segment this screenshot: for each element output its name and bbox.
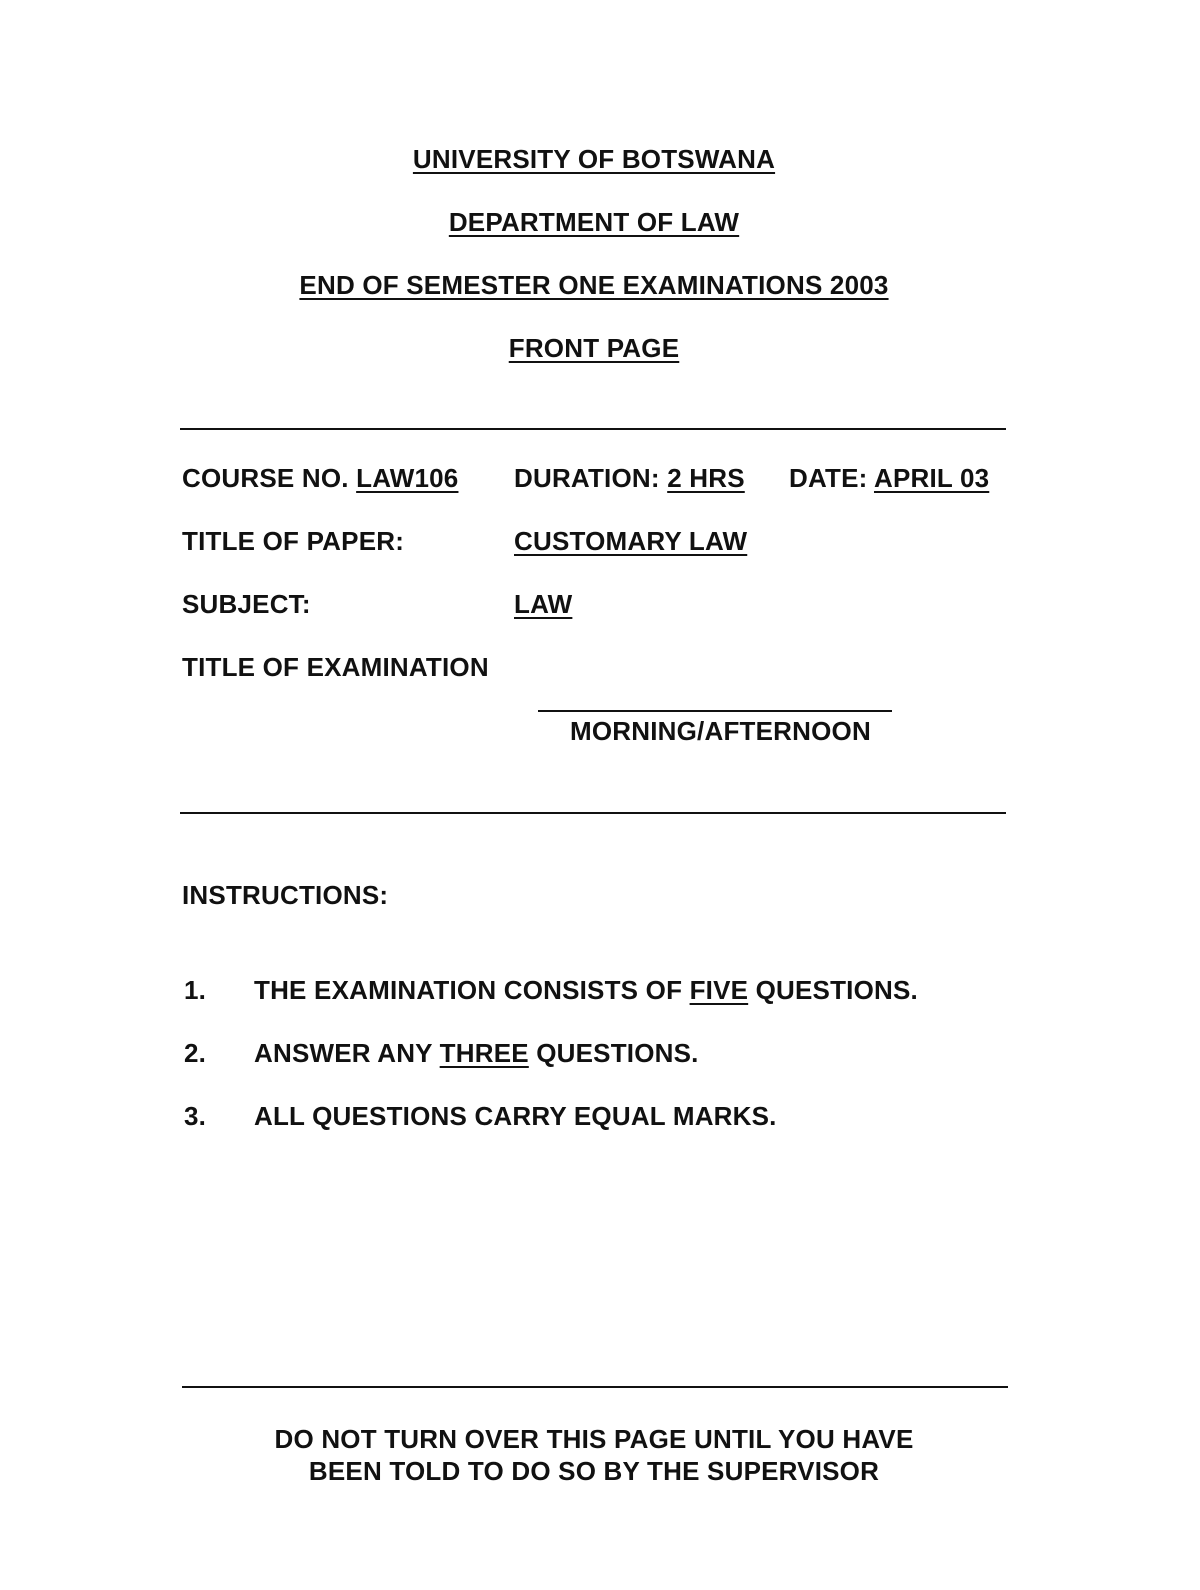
divider-bottom: [182, 1386, 1008, 1388]
instruction-number: 3.: [184, 1101, 207, 1131]
divider-top: [180, 428, 1006, 430]
subject-value: LAW: [514, 589, 573, 619]
warning-line-2: BEEN TOLD TO DO SO BY THE SUPERVISOR: [308, 1456, 880, 1486]
instruction-number: 2.: [184, 1038, 207, 1068]
instruction-text: ALL QUESTIONS CARRY EQUAL MARKS.: [254, 1101, 777, 1131]
paper-title-value: CUSTOMARY LAW: [514, 526, 748, 556]
instruction-text-end: QUESTIONS.: [748, 975, 918, 1005]
instruction-text-end: QUESTIONS.: [528, 1038, 699, 1068]
instruction-text: THE EXAMINATION CONSISTS OF: [254, 975, 690, 1005]
university-name: UNIVERSITY OF BOTSWANA: [412, 144, 776, 174]
instruction-item: [254, 1038, 699, 1068]
examination-title-label: TITLE OF EXAMINATION: [182, 652, 489, 682]
warning-line-1: DO NOT TURN OVER THIS PAGE UNTIL YOU HAVE: [274, 1424, 914, 1454]
instruction-emphasis: THREE: [439, 1038, 529, 1068]
instructions-heading: INSTRUCTIONS:: [182, 880, 389, 910]
duration-label: DURATION:: [514, 463, 660, 493]
page-label: FRONT PAGE: [508, 333, 680, 363]
examination-title-blank: [538, 710, 892, 712]
exam-title: END OF SEMESTER ONE EXAMINATIONS 2003: [299, 270, 889, 300]
instruction-emphasis: FIVE: [689, 975, 749, 1005]
divider-middle: [180, 812, 1006, 814]
duration-row: [514, 463, 745, 493]
paper-title-label: TITLE OF PAPER:: [182, 526, 405, 556]
date-label: DATE:: [789, 463, 868, 493]
instruction-number: 1.: [184, 975, 207, 1005]
session-label: MORNING/AFTERNOON: [570, 716, 871, 746]
department-name: DEPARTMENT OF LAW: [448, 207, 740, 237]
course-label: COURSE NO.: [182, 463, 349, 493]
instruction-item: [254, 975, 918, 1005]
course-number-row: [182, 463, 458, 493]
course-value: LAW106: [356, 463, 459, 493]
date-row: [789, 463, 989, 493]
duration-value: 2 HRS: [667, 463, 745, 493]
instruction-item: [254, 1101, 777, 1131]
subject-label: SUBJECT:: [182, 589, 311, 619]
instruction-text: ANSWER ANY: [254, 1038, 440, 1068]
date-value: APRIL 03: [873, 463, 990, 493]
